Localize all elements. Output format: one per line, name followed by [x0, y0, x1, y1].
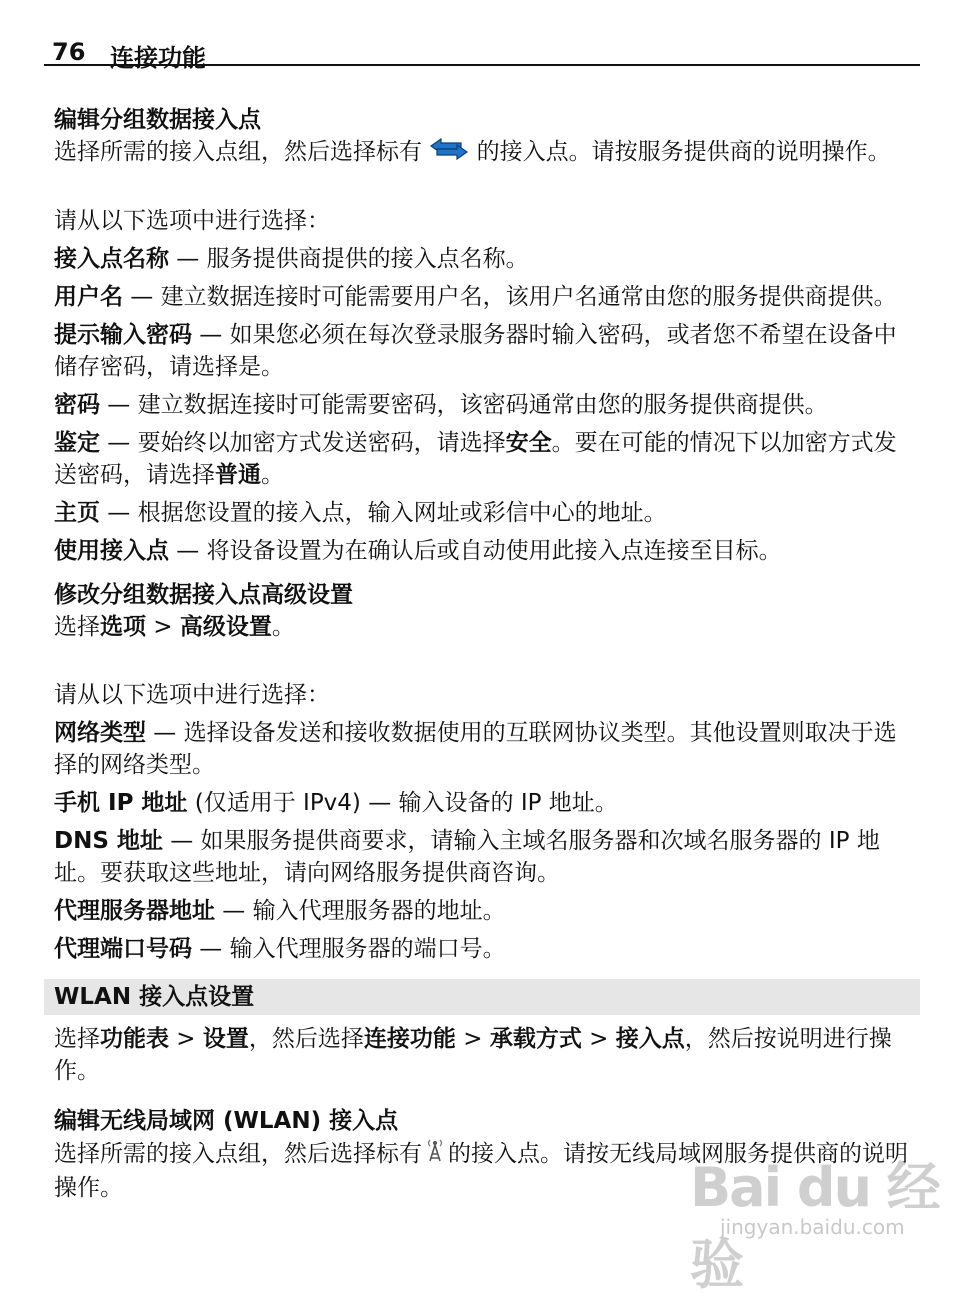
section-intro: 选择所需的接入点组，然后选择标有 的接入点。请按服务提供商的说明操作。: [54, 136, 910, 169]
wlan-section-heading: WLAN 接入点设置: [54, 983, 255, 1010]
wlan-intro: 选择功能表 > 设置，然后选择连接功能 > 承载方式 > 接入点，然后按说明进行操作。: [54, 1025, 892, 1084]
option-authentication: 鉴定 — 要始终以加密方式发送密码，请选择安全。要在可能的情况下以加密方式发送密码，请选择普通。: [54, 429, 897, 488]
option-username: 用户名 — 建立数据连接时可能需要用户名，该用户名通常由您的服务提供商提供。: [54, 283, 897, 310]
page-header: [44, 36, 920, 72]
advanced-intro: 选择选项 > 高级设置。: [54, 613, 295, 640]
section-heading-edit-wlan: 编辑无线局域网 (WLAN) 接入点: [54, 1107, 399, 1134]
chapter-title: 连接功能: [110, 44, 206, 72]
wlan-antenna-icon: [422, 1137, 448, 1172]
option-phone-ip: 手机 IP 地址 (仅适用于 IPv4) — 输入设备的 IP 地址。: [54, 789, 618, 816]
option-proxy-port: 代理端口号码 — 输入代理服务器的端口号。: [54, 935, 506, 962]
option-homepage: 主页 — 根据您设置的接入点，输入网址或彩信中心的地址。: [54, 499, 667, 526]
option-network-type: 网络类型 — 选择设备发送和接收数据使用的互联网协议类型。其他设置则取决于选择的网络类型。: [54, 719, 897, 778]
wlan-section-band: [44, 979, 920, 1015]
page-number: 76: [52, 38, 86, 66]
section-heading-advanced: 修改分组数据接入点高级设置: [54, 581, 353, 608]
watermark-url: jingyan.baidu.com: [720, 1215, 905, 1239]
two-way-arrows-icon: [429, 137, 469, 169]
document-body: [54, 104, 910, 1204]
section-heading-edit-packet-ap: 编辑分组数据接入点: [54, 107, 261, 133]
option-dns: DNS 地址 — 如果服务提供商要求，请输入主域名服务器和次域名服务器的 IP 地址。要获取这些地址，请向网络服务提供商咨询。: [54, 827, 880, 886]
option-password: 密码 — 建立数据连接时可能需要密码，该密码通常由您的服务提供商提供。: [54, 391, 828, 418]
choose-prompt: 请从以下选项中进行选择：: [54, 207, 330, 234]
option-use-ap: 使用接入点 — 将设备设置为在确认后或自动使用此接入点连接至目标。: [54, 537, 782, 564]
option-proxy-address: 代理服务器地址 — 输入代理服务器的地址。: [54, 897, 506, 924]
option-ap-name: 接入点名称 — 服务提供商提供的接入点名称。: [54, 245, 529, 272]
choose-prompt-2: 请从以下选项中进行选择：: [54, 681, 330, 708]
watermark-logo: Bai du 经验: [690, 1156, 939, 1296]
option-prompt-password: 提示输入密码 — 如果您必须在每次登录服务器时输入密码，或者您不希望在设备中储存密码，请选择是。: [54, 321, 897, 380]
wlan-edit-intro: 选择所需的接入点组，然后选择标有 的接入点。请按无线局域网服务提供商的说明操作。: [54, 1137, 910, 1204]
